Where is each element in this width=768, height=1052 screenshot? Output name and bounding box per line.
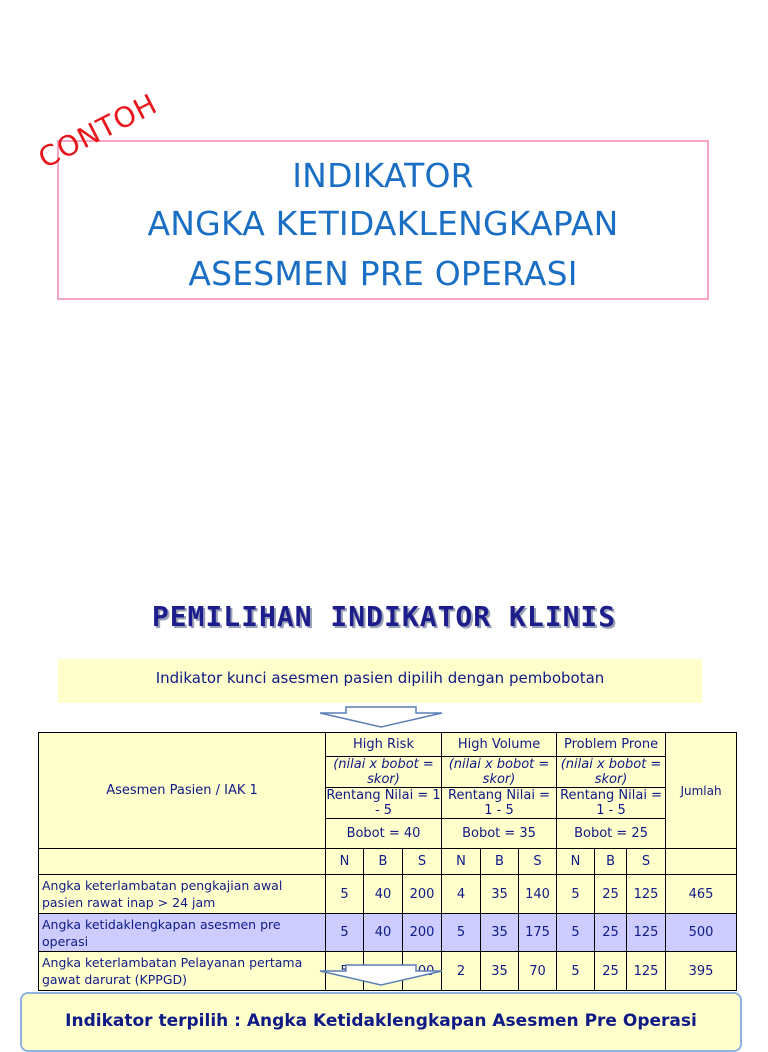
indicator-table bbox=[38, 732, 737, 991]
weight-high-volume: Bobot = 35 bbox=[442, 819, 557, 849]
cell-value: 5 bbox=[557, 952, 595, 991]
result-text: Indikator terpilih : Angka Ketidaklengkapan Asesmen Pre Operasi bbox=[65, 1011, 697, 1031]
col-s: S bbox=[403, 849, 442, 875]
cell-value: 25 bbox=[595, 914, 627, 952]
range-high-risk: Rentang Nilai = 1 - 5 bbox=[326, 788, 441, 818]
formula-problem-prone: (nilai x bobot = skor) bbox=[557, 757, 666, 788]
cell-value: 200 bbox=[403, 875, 442, 914]
row-header: Asesmen Pasien / IAK 1 bbox=[39, 733, 326, 849]
col-b: B bbox=[364, 849, 403, 875]
group-problem-prone: Problem Prone bbox=[557, 733, 666, 757]
contoh-stamp: CONTOH bbox=[33, 87, 163, 175]
down-arrow-icon bbox=[318, 706, 444, 728]
cell-value: 200 bbox=[403, 914, 442, 952]
title-line-1: INDIKATOR bbox=[292, 156, 474, 195]
title-line-3: ASESMEN PRE OPERASI bbox=[188, 254, 578, 293]
row-total: 465 bbox=[666, 875, 737, 914]
cell-value: 5 bbox=[557, 875, 595, 914]
row-label: Angka keterlambatan Pelayanan pertama gawat darurat (KPPGD) bbox=[39, 952, 326, 991]
col-b: B bbox=[595, 849, 627, 875]
cell-value: 140 bbox=[519, 875, 557, 914]
cell-value: 5 bbox=[326, 875, 364, 914]
table-row bbox=[39, 875, 737, 914]
col-b: B bbox=[481, 849, 519, 875]
section-heading: PEMILIHAN INDIKATOR KLINIS bbox=[151, 600, 617, 633]
group-high-volume: High Volume bbox=[442, 733, 557, 757]
down-arrow-icon bbox=[318, 964, 444, 986]
cell-value: 125 bbox=[627, 914, 666, 952]
cell-value: 5 bbox=[557, 914, 595, 952]
cell-value: 40 bbox=[364, 875, 403, 914]
cell-value: 25 bbox=[595, 952, 627, 991]
cell-value: 175 bbox=[519, 914, 557, 952]
col-n: N bbox=[326, 849, 364, 875]
range-high-volume: Rentang Nilai = 1 - 5 bbox=[442, 788, 557, 819]
title-box bbox=[57, 140, 709, 300]
col-s: S bbox=[627, 849, 666, 875]
range-problem-prone: Rentang Nilai = 1 - 5 bbox=[557, 788, 666, 819]
title-line-2: ANGKA KETIDAKLENGKAPAN bbox=[147, 204, 619, 243]
table-row-highlighted bbox=[39, 914, 737, 952]
weight-problem-prone: Bobot = 25 bbox=[557, 819, 666, 849]
cell-value: 4 bbox=[442, 875, 481, 914]
cell-value: 5 bbox=[442, 914, 481, 952]
cell-value: 2 bbox=[442, 952, 481, 991]
note-box bbox=[58, 659, 702, 703]
row-total: 395 bbox=[666, 952, 737, 991]
weight-high-risk: Bobot = 40 bbox=[326, 819, 442, 849]
formula-high-volume: (nilai x bobot = skor) bbox=[442, 757, 557, 788]
row-label: Angka ketidaklengkapan asesmen pre operasi bbox=[39, 914, 326, 952]
cell-value: 125 bbox=[627, 875, 666, 914]
blank-cell bbox=[666, 849, 737, 875]
cell-value: 40 bbox=[364, 914, 403, 952]
blank-cell bbox=[39, 849, 326, 875]
result-box bbox=[20, 992, 742, 1052]
cell-value: 5 bbox=[326, 914, 364, 952]
cell-value: 70 bbox=[519, 952, 557, 991]
col-s: S bbox=[519, 849, 557, 875]
cell-value: 35 bbox=[481, 875, 519, 914]
row-total: 500 bbox=[666, 914, 737, 952]
formula-high-risk: (nilai x bobot = skor) bbox=[326, 757, 442, 788]
col-n: N bbox=[442, 849, 481, 875]
col-n: N bbox=[557, 849, 595, 875]
note-text: Indikator kunci asesmen pasien dipilih dengan pembobotan bbox=[155, 669, 605, 687]
cell-value: 25 bbox=[595, 875, 627, 914]
cell-value: 125 bbox=[627, 952, 666, 991]
group-high-risk: High Risk bbox=[326, 733, 442, 757]
row-label: Angka keterlambatan pengkajian awal pasien rawat inap > 24 jam bbox=[39, 875, 326, 914]
cell-value: 35 bbox=[481, 914, 519, 952]
total-header: Jumlah bbox=[666, 733, 737, 849]
cell-value: 35 bbox=[481, 952, 519, 991]
